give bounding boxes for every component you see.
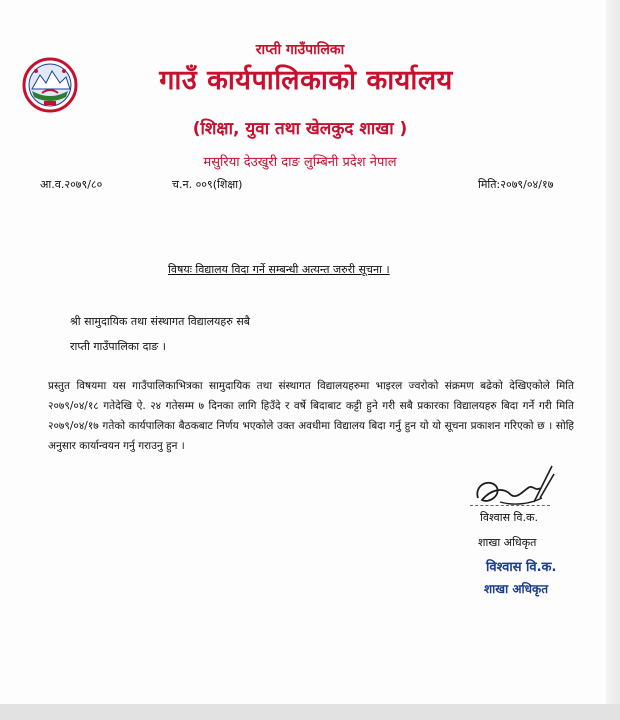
section-title: (शिक्षा, युवा तथा खेलकुद शाखा ) (192, 119, 408, 139)
signatory-name: विश्वास वि.क. (480, 511, 538, 524)
office-title: गाउँ कार्यपालिकाको कार्यालय (159, 65, 453, 96)
stamp-name: विश्वास वि.क. (486, 560, 557, 575)
notice-body: प्रस्तुत विषयमा यस गाउँपालिकाभित्रका सामुदायिक तथा संस्थागत विद्यालयहरुमा भाइरल ज्वरोको संक्रमण बढेको देखिएकोले मिति २०७९/०४/१८ गतेदेखि ऐ. २४ गतेसम्म ७ दिनका लागि हिउँदे र वर्षे बिदाबाट कट्टी हुने गरी सबै प्रकारका विद्यालयहरु बिदा गर्ने गरी मिति २०७९/०४/१७ गतेको कार्यपालिका बैठकबाट निर्णय भएकोले उक्त अवधीमा विद्यालय बिदा गर्नु हुन यो यो सूचना प्रकाशन गरिएको छ । सोहि अनुसार कार्यान्वयन गर्नु गराउनु हुन । (48, 380, 574, 452)
stamp-title: शाखा अधिकृत (484, 582, 549, 596)
fiscal-year: आ.व.२०७९/८० (40, 178, 103, 191)
bottom-shadow (0, 704, 620, 720)
dispatch-number: च.न. ००९(शिक्षा) (172, 178, 243, 191)
letter-date: मिति:२०७९/०४/१७ (478, 178, 554, 191)
letter-subject: विषयः विद्यालय विदा गर्ने सम्बन्धी अत्यन्त जरुरी सूचना । (168, 263, 390, 276)
municipality-name: राप्ती गाउँपालिका (255, 42, 345, 58)
addressee-line-2: राप्ती गाउँपालिका दाङ । (70, 340, 166, 353)
nepal-emblem-icon (22, 57, 78, 113)
office-address: मसुरिया देउखुरी दाङ लुम्बिनी प्रदेश नेपाल (203, 155, 397, 170)
addressee-line-1: श्री सामुदायिक तथा संस्थागत विद्यालयहरु सबै (70, 315, 251, 328)
signature-icon (470, 458, 556, 516)
signature-line (470, 505, 550, 506)
signatory-title: शाखा अधिकृत (478, 536, 537, 549)
page-edge-shadow (606, 0, 620, 720)
